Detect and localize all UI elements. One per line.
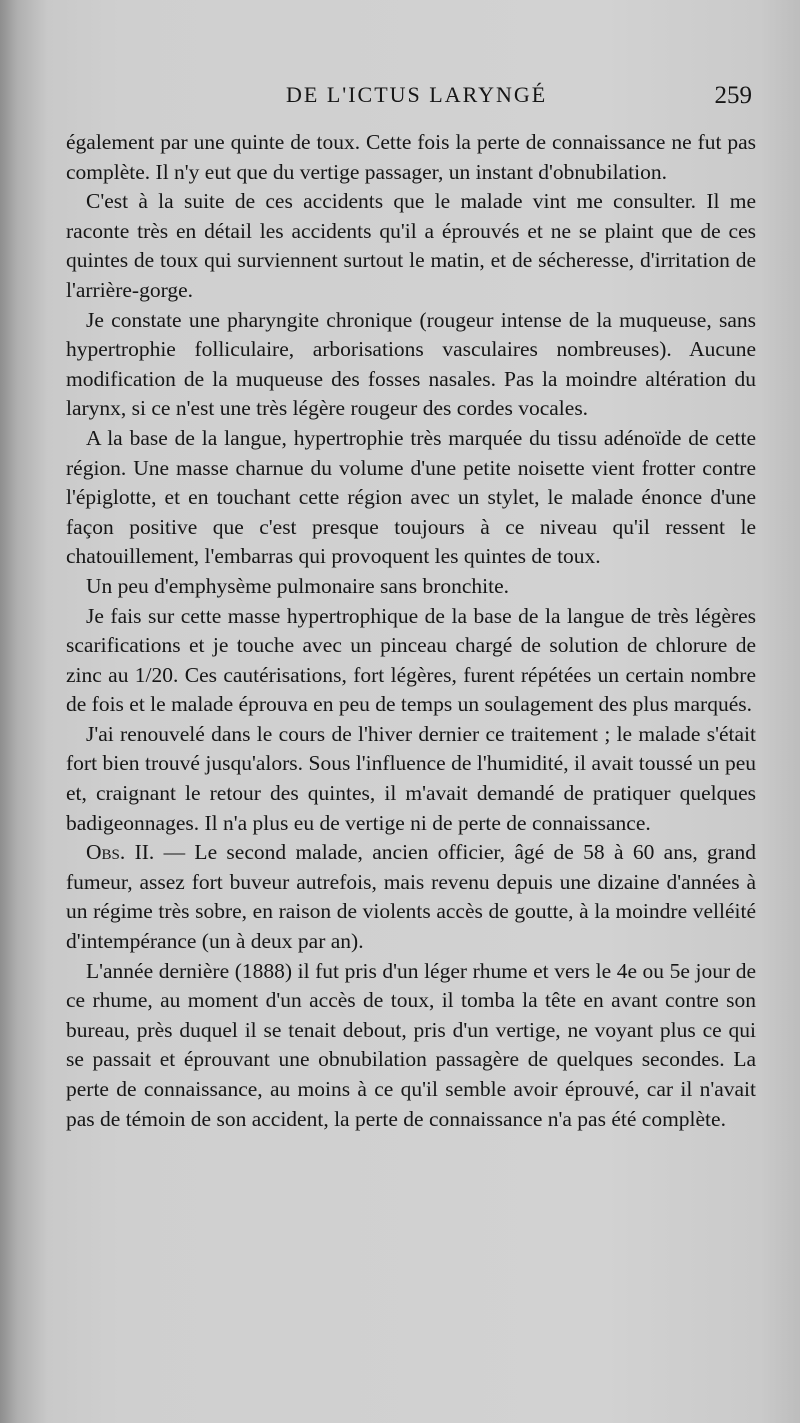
paragraph: A la base de la langue, hypertrophie très marquée du tissu adénoïde de cette région. Une masse charnue du volume d'une petite noisette vient frotter contre l'épiglotte, et en touchant cette région avec un stylet, le malade énonce d'une façon positive que c'est presque toujours à ce niveau qu'il ressent le chatouillement, l'embarras qui provoquent les quintes de toux. xyxy=(66,425,756,569)
paragraph: C'est à la suite de ces accidents que le malade vint me consulter. Il me raconte très en détail les accidents qu'il a éprouvés et ne se plaint que de ces quintes de toux qui surviennent surtout le matin, et de sécheresse, d'irritation de l'arrière-gorge. xyxy=(66,189,756,302)
paragraph: J'ai renouvelé dans le cours de l'hiver dernier ce traitement ; le malade s'était fort bien trouvé jusqu'alors. Sous l'influence de l'humidité, il avait toussé un peu et, craignant le retour des quintes, il m'avait demandé de pratiquer quelques badigeonnages. Il n'a plus eu de vertige ni de perte de connaissance. xyxy=(66,721,756,835)
observation-paragraph xyxy=(66,838,756,956)
running-head: DE L'ICTUS LARYNGÉ xyxy=(286,82,548,107)
page-header xyxy=(60,82,760,116)
paragraph: L'année dernière (1888) il fut pris d'un léger rhume et vers le 4e ou 5e jour de ce rhume, au moment d'un accès de toux, il tomba la tête en avant contre son bureau, près duquel il se tenait debout, pris d'un vertige, ne voyant plus ce qui se passait et éprouvant une obnubilation passagère de quelques secondes. La perte de connaissance, au moins à ce qu'il semble avoir éprouvé, car il n'avait pas de témoin de son accident, la perte de connaissance n'a pas été complète. xyxy=(66,958,756,1131)
paragraph: Je constate une pharyngite chronique (rougeur intense de la muqueuse, sans hypertrophie folliculaire, arborisations vasculaires nombreuses). Aucune modification de la muqueuse des fosses nasales. Pas la moindre altération du larynx, si ce n'est une très légère rougeur des cordes vocales. xyxy=(66,307,756,421)
observation-label: Obs. II. xyxy=(86,840,155,865)
page-number: 259 xyxy=(714,82,752,109)
paragraph: Je fais sur cette masse hypertrophique de la base de la langue de très légères scarifications et je touche avec un pinceau chargé de solution de chlorure de zinc au 1/20. Ces cautérisations, fort légères, furent répétées un certain nombre de fois et le malade éprouva en peu de temps un soulagement des plus marqués. xyxy=(66,603,756,717)
body-text xyxy=(66,128,756,1134)
paragraph: également par une quinte de toux. Cette fois la perte de connaissance ne fut pas complète. Il n'y eut que du vertige passager, un instant d'obnubilation. xyxy=(66,130,756,184)
observation-text: — Le second malade, ancien officier, âgé de 58 à 60 ans, grand fumeur, assez fort buveur autrefois, mais revenu depuis une dizaine d'années à un régime très sobre, en raison de violents accès de goutte, à la moindre velléité d'intempérance (un à deux par an). xyxy=(66,840,756,954)
paragraph: Un peu d'emphysème pulmonaire sans bronchite. xyxy=(86,573,510,598)
